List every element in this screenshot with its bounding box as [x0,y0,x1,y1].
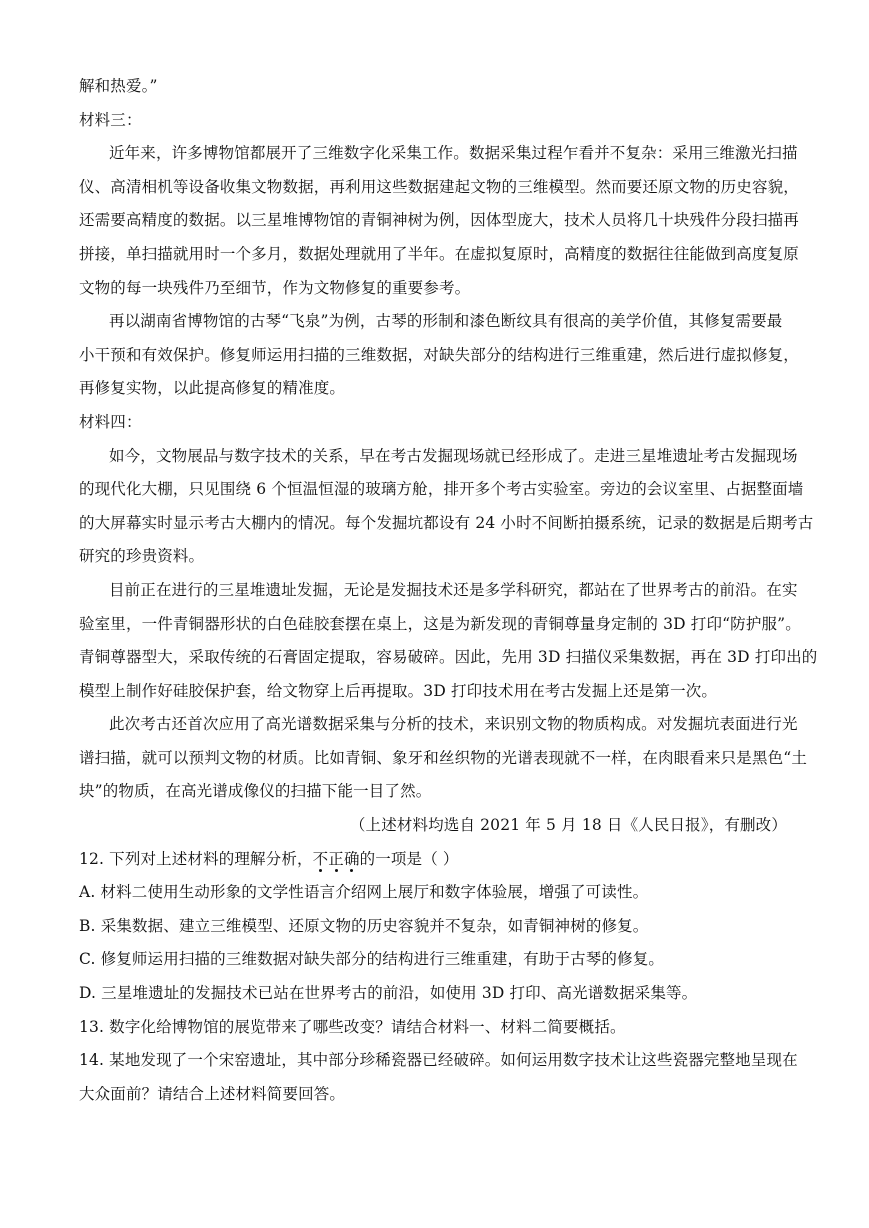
text-line: 的大屏幕实时显示考古大棚内的情况。每个发掘坑都设有 24 小时不间断拍摄系统，记录的数据是后期考古 [79,513,814,532]
document-page [79,70,818,1111]
text-line: 仪、高清相机等设备收集文物数据，再利用这些数据建起文物的三维模型。然而要还原文物的历史容貌， [79,177,799,196]
text-line: 块”的物质，在高光谱成像仪的扫描下能一目了然。 [79,782,432,801]
option-c: C. 修复师运用扫描的三维数据对缺失部分的结构进行三维重建，有助于古琴的修复。 [79,950,665,969]
text-line: 解和热爱。” [79,77,158,95]
text-line: 还需要高精度的数据。以三星堆博物馆的青铜神树为例，因体型庞大，技术人员将几十块残件分段扫描再 [79,211,799,230]
text-line: 如今，文物展品与数字技术的关系，早在考古发掘现场就已经形成了。走进三星堆遗址考古发掘现场 [109,446,798,465]
section-heading-material-4: 材料四： [79,412,142,431]
option-b: B. 采集数据、建立三维模型、还原文物的历史容貌并不复杂，如青铜神树的修复。 [79,916,649,935]
text-line: 青铜尊器型大，采取传统的石膏固定提取，容易破碎。因此，先用 3D 扫描仪采集数据，再在 3D 打印出的 [79,648,818,667]
option-a: A. 材料二使用生动形象的文学性语言介绍网上展厅和数字体验展，增强了可读性。 [79,883,649,902]
question-12-prefix: 12. 下列对上述材料的理解分析， [79,849,313,868]
text-line: 研究的珍贵资料。 [79,547,205,566]
body-text [79,70,818,809]
question-14-line-2: 大众面前？请结合上述材料简要回答。 [79,1084,346,1103]
text-line: 目前正在进行的三星堆遗址发掘，无论是发掘技术还是多学科研究，都站在了世界考古的前沿。在实 [109,580,798,599]
section-heading-material-3: 材料三： [79,110,142,129]
emphasis-char: 正 [328,849,344,868]
source-note: （上述材料均选自 2021 年 5 月 18 日《人民日报》，有删改） [349,816,787,835]
text-line: 验室里，一件青铜器形状的白色硅胶套摆在桌上，这是为新发现的青铜尊量身定制的 3D 打印“防护服”。 [79,614,801,633]
text-line: 再修复实物，以此提高修复的精准度。 [79,379,346,398]
emphasis-char: 确 [343,849,360,868]
text-line: 谱扫描，就可以预判文物的材质。比如青铜、象牙和丝织物的光谱表现就不一样，在肉眼看来只是黑色“土 [79,748,807,767]
text-line: 再以湖南省博物馆的古琴“飞泉”为例，古琴的形制和漆色断纹具有很高的美学价值，其修复需要最 [109,312,783,331]
text-line: 小干预和有效保护。修复师运用扫描的三维数据，对缺失部分的结构进行三维重建，然后进行虚拟修复， [79,345,799,364]
question-12 [79,843,791,877]
question-12-suffix: 的一项是（ ） [359,849,459,868]
option-d: D. 三星堆遗址的发掘技术已站在世界考古的前沿，如使用 3D 打印、高光谱数据采集等。 [79,984,698,1003]
text-line: 的现代化大棚，只见围绕 6 个恒温恒湿的玻璃方舱，排开多个考古实验室。旁边的会议室里、占据整面墙 [79,480,804,499]
text-line: 文物的每一块残件乃至细节，作为文物修复的重要参考。 [79,278,471,297]
question-14-line-1: 14. 某地发现了一个宋窑遗址，其中部分珍稀瓷器已经破碎。如何运用数字技术让这些瓷器完整地呈现在 [79,1051,798,1070]
text-line: 此次考古还首次应用了高光谱数据采集与分析的技术，来识别文物的物质构成。对发掘坑表面进行光 [109,715,798,734]
text-line: 模型上制作好硅胶保护套，给文物穿上后再提取。3D 打印技术用在考古发掘上还是第一次。 [79,681,718,700]
emphasis-char: 不 [312,849,329,868]
text-line: 拼接，单扫描就用时一个多月，数据处理就用了半年。在虚拟复原时，高精度的数据往往能做到高度复原 [79,244,799,263]
text-line: 近年来，许多博物馆都展开了三维数字化采集工作。数据采集过程乍看并不复杂：采用三维激光扫描 [109,144,798,163]
question-13: 13. 数字化给博物馆的展览带来了哪些改变？请结合材料一、材料二简要概括。 [79,1017,626,1036]
